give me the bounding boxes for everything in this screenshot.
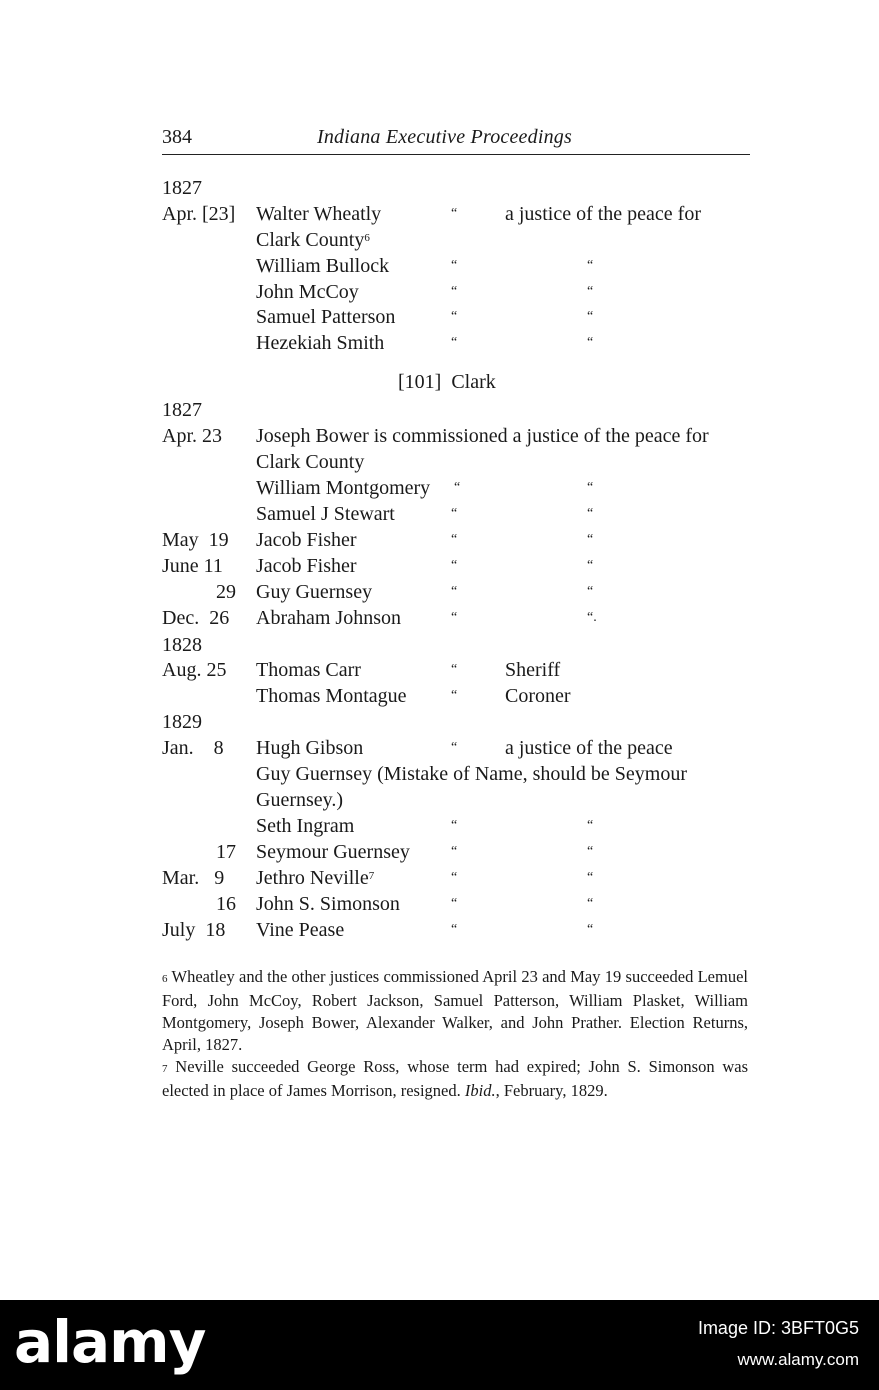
alamy-logo: alamy <box>14 1308 206 1376</box>
year-label: 1828 <box>162 634 202 656</box>
footnote-ref: 7 <box>368 870 375 882</box>
year-label: 1827 <box>162 177 202 199</box>
ditto-mark: “ <box>587 844 594 859</box>
office-text: Sheriff <box>505 659 561 681</box>
ditto-mark: “ <box>451 818 458 833</box>
ditto-mark: “ <box>587 922 594 937</box>
entry-name: Abraham Johnson <box>256 607 401 629</box>
ditto-mark: “ <box>587 870 594 885</box>
ditto-mark: “ <box>587 284 594 299</box>
entry-name: William Montgomery <box>256 477 431 499</box>
year-label: 1827 <box>162 399 202 421</box>
footnote-6: 6 Wheatley and the other justices commissioned April 23 and May 19 succeeded Lemuel Ford, John McCoy, Robert Jackson, Samuel Patterson, William Plasket, William Montgomery, Joseph Bower, Alexander Walker, and John Prather. Election Returns, April, 1827. <box>162 967 749 1054</box>
ditto-mark: “ <box>587 818 594 833</box>
ditto-mark: “ <box>451 870 458 885</box>
footnote-mark: 7 <box>162 1063 168 1075</box>
ditto-mark: “ <box>587 584 594 599</box>
ditto-mark: “ <box>587 335 594 350</box>
ditto-mark: “ <box>587 480 594 495</box>
watermark-url: www.alamy.com <box>737 1350 859 1369</box>
ditto-mark: “ <box>454 480 461 495</box>
entry-name: Clark County$^6$ <box>256 229 370 251</box>
ditto-mark: “ <box>451 662 458 677</box>
watermark-bar <box>0 1300 879 1390</box>
entry-name: Jethro Neville$^7$ <box>256 867 375 889</box>
ditto-mark: “ <box>451 335 458 350</box>
entry-name: Guy Guernsey <box>256 581 373 603</box>
date-label: July 18 <box>162 919 226 941</box>
running-header <box>162 124 750 155</box>
entry-name: Seth Ingram <box>256 815 355 837</box>
ditto-mark: “ <box>451 896 458 911</box>
entry-name: Jacob Fisher <box>256 555 357 577</box>
ditto-mark: “ <box>587 896 594 911</box>
office-text: a justice of the peace <box>505 737 673 759</box>
ditto-mark: “ <box>451 584 458 599</box>
ditto-mark: “ <box>587 506 594 521</box>
ditto-mark: “ <box>587 258 594 273</box>
footnote-mark: 6 <box>162 973 168 985</box>
ditto-mark: “ <box>451 740 458 755</box>
entry-name: Hezekiah Smith <box>256 332 385 354</box>
entry-text: Clark County <box>256 451 365 473</box>
ditto-mark: “ <box>587 309 594 324</box>
running-title: Indiana Executive Proceedings <box>317 126 572 148</box>
ditto-mark: “. <box>587 610 597 625</box>
footnote-ref: 6 <box>364 232 370 244</box>
date-label: Aug. 25 <box>162 659 227 681</box>
ditto-mark: “ <box>451 258 458 273</box>
entry-name: Walter Wheatly <box>256 203 382 225</box>
date-label: June 11 <box>162 555 223 577</box>
year-label: 1829 <box>162 711 202 733</box>
ditto-mark: “ <box>451 532 458 547</box>
date-label: 17 <box>216 841 236 863</box>
office-text: a justice of the peace for <box>505 203 702 225</box>
ditto-mark: “ <box>451 309 458 324</box>
entry-name: Jacob Fisher <box>256 529 357 551</box>
ditto-mark: “ <box>587 532 594 547</box>
date-label: 16 <box>216 893 236 915</box>
entry-name: Samuel Patterson <box>256 306 396 328</box>
entry-text: Guy Guernsey (Mistake of Name, should be Seymour <box>256 763 688 785</box>
entry-name: John McCoy <box>256 281 359 303</box>
entry-name: William Bullock <box>256 255 390 277</box>
footnote-7: 7 Neville succeeded George Ross, whose term had expired; John S. Simonson was elected in place of James Morrison, resigned. Ibid., February, 1829. <box>162 1057 749 1100</box>
section-heading: [101] Clark <box>398 371 496 393</box>
ditto-mark: “ <box>451 506 458 521</box>
office-text: Coroner <box>505 685 571 707</box>
date-label: Mar. 9 <box>162 867 225 889</box>
image-id: Image ID: 3BFT0G5 <box>697 1318 859 1338</box>
entry-name: Seymour Guernsey <box>256 841 410 863</box>
entry-name: Thomas Montague <box>256 685 407 707</box>
ditto-mark: “ <box>451 206 458 221</box>
date-label: Apr. 23 <box>162 425 222 447</box>
ditto-mark: “ <box>451 558 458 573</box>
entry-name: Thomas Carr <box>256 659 361 681</box>
entry-name: John S. Simonson <box>256 893 400 915</box>
ditto-mark: “ <box>451 688 458 703</box>
entry-name: Hugh Gibson <box>256 737 364 759</box>
page-number: 384 <box>162 126 192 148</box>
date-label: 29 <box>216 581 236 603</box>
date-label: Apr. [23] <box>162 203 236 225</box>
ditto-mark: “ <box>451 844 458 859</box>
ditto-mark: “ <box>451 284 458 299</box>
entry-text: Joseph Bower is commissioned a justice of the peace for <box>256 425 709 447</box>
ditto-mark: “ <box>451 922 458 937</box>
date-label: Jan. 8 <box>162 737 224 759</box>
entry-name: Vine Pease <box>256 919 345 941</box>
date-label: May 19 <box>162 529 229 551</box>
ditto-mark: “ <box>451 610 458 625</box>
entry-name: Samuel J Stewart <box>256 503 395 525</box>
entry-text: Guernsey.) <box>256 789 344 811</box>
ditto-mark: “ <box>587 558 594 573</box>
date-label: Dec. 26 <box>162 607 230 629</box>
